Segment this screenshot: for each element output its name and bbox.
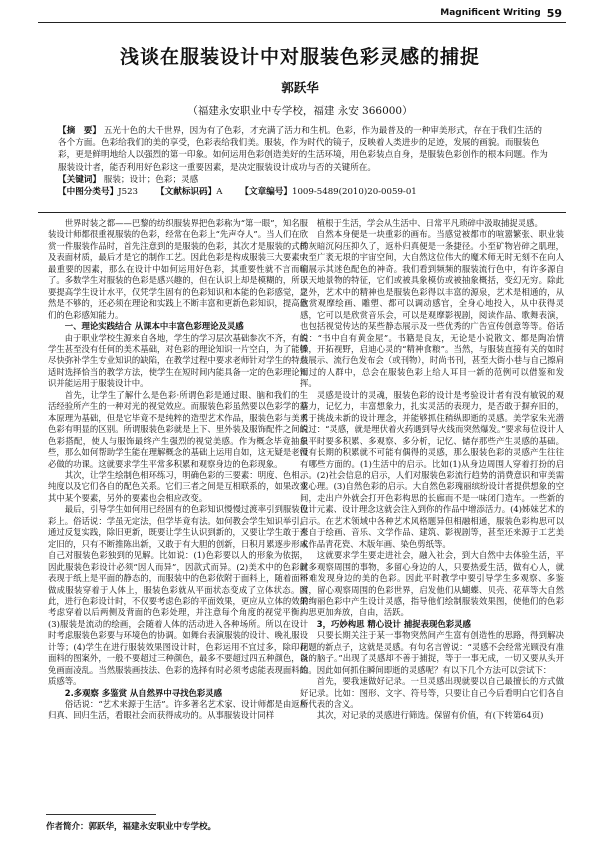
clc-value: J523 — [118, 187, 139, 198]
body-paragraph: 最后，引导学生如何用已经固有的色彩知识慢慢过渡率引到服装色彩上。俗话说：学虽无定法，但学毕竟有法。如何教会学生知识举引，通过反复实践，除旧更新，既要让学生认识到新的，又要让学生敢于否定旧的，只有不断推陈出新，又敢于有大胆的创新，日积月累逐步形成自己对服装色彩独到的见解。比如说：(1)色彩要以人的形象为依据，因此服装色彩设计必须“因人而异”，因款式而异。(2)美术中的色彩就表现于纸上是平面的静态的，而服装中的色彩依附于面料上，随着面料做成服装穿着于人体上，服装色彩就从平面状态变成了立体状态。因此，进行色彩设计时，不仅要考虑色彩的平面效果，更应从立体的效果考虑穿着以后两侧及背面的色彩处理，并注意每个角度的视觉平衡。(3)服装是流动的绘画，会随着人体的活动进入各种场所。所以在设计时考虑服装色彩要与环境色的协调。如舞台表演服装的设计、晚礼服设计等；(4)学生在进行服装效果图设计时，色彩运用不宜过多，除印花面料的图案外，一般不要超过三种颜色，最多不要超过四五种颜色，以免画面凌乱。当然服装画技法、色彩的选择有时必须考虑能表现面料的质感等。 — [48, 504, 308, 687]
body-paragraph: 灵感是设计的灵魂，服装色彩的设计是考验设计者有没有敏锐的观察力，记忆力，丰富想象力，扎实灵活的表现力，是否敢于摒弃旧的，勇于挑战未新的设计理念，并能够抓住稍纵即逝的灵感。美学家朱光潜说过：“灵感，就是埋伏着火药遇到导火线而突然爆发。”要求每位设计人员平时要多积累、多观察、多分析，记忆、储存那些产生灵感的基础。没有长期的积累就不可能有偶得的灵感，那么服装色彩的灵感产生往往有哪些方面的。(1)生活中的启示。比如(1)从身边周围人穿着打扮的启示。(2)社会信息的启示，人们对服装色彩流行趋势的消费意识和审美需求心理。(3)自然色彩的启示。大自然色彩瑰丽缤纷设计者提供想象的空间，走出户外就会打开色彩构思的长廊而不是一味闭门造车。一些新的设计元素、设计理念这就会注入到你的作品中增添活力。(4)姊妹艺术的启示。在艺术领域中各种艺术风格题异但相融相通，服装色彩构思可以来自于绘画、音乐、文学作品、建筑、影视剧等，甚至还来源于工艺美术作品青花瓷、木版年画、染色剪纸等。 — [300, 389, 564, 549]
author-name: 郭跃华 — [281, 80, 319, 95]
article-id-label: 【文章编号】 — [240, 187, 292, 198]
abstract-block — [58, 125, 548, 198]
left-column — [48, 218, 308, 722]
section-heading: 2.多观察 多鉴赏 从自然界中寻找色彩灵感 — [64, 687, 223, 698]
classification-row — [58, 186, 548, 198]
body-paragraph: 俗话说：“艺术来源于生活”。许多著名艺术家、设计师都是由返朴归真、回归生活，看眼社会而获得成功的。从事服装设计同样 — [48, 699, 308, 721]
affiliation: （福建永安职业中专学校，福建 永安 366000） — [187, 105, 413, 117]
body-paragraph: 首先，要我速做好记录。一旦灵感出现就要以自己最擅长的方式做好记录。比如：图形、文字、符号等，只要让自己今后看明白它们各自所代表的含义。 — [300, 676, 564, 710]
body-paragraph: 由于职业学校生源来自各地，学生的学习层次基础参次不齐，有的学生甚至没有任何的美术基础，对色彩的理论知识一片空白，为了能够尽快弥补学生专业知识的缺陷，在教学过程中要求老师针对学生的特点适时选择恰当的教学方法，使学生在短时间内能具备一定的色彩理论知识并能运用于服装设计中。 — [48, 332, 308, 389]
abstract-rule — [38, 212, 566, 213]
section-heading: 一、理论实践结合 从课本中丰富色彩理论及灵感 — [64, 321, 244, 332]
body-paragraph: 自然本身便是一块重彩的画布。当感觉被都市的喧嚣繁张、职业装的灰暗沉闷压抑久了，返朴归真便是一条捷径。小至矿物岩碎之肌理，大至广袤无垠的宇宙空间，大自然这位伟大的魔术师无时无刻不在向人们展示其迷色配色的神奇。我们看到频频的服装流行色中，有许多源自于天地景物的特征，它们或被具象模仿或被抽象概括，变幻无穷。除此之外，艺术中的精神也是服装色彩得以丰富的源泉，艺术是相通的，从欣赏观摩绘画、雕塑、都可以调动感官，全身心地投入，从中获得灵感，它可以是欣赏音乐会，可以是观摩影视剧，阅读作品、歌舞表演，也包括视觉传达的某些静态展示及一些优秀的广告宣传创意等等。俗话说：“书中自有黄金屋”。书籍是良友，无论是小说散文、都是陶冶情操，开拓视野，启迪心灵的“精神食粮”。当然，与服装直接有关的如时装展示、流行色发布会（或刊物），时尚书刊，甚至大街小巷与自己擦肩而过的人群中，总会在服装色彩上给人耳目一新的范例可以借鉴和发挥。 — [300, 229, 564, 389]
footnote-rule — [46, 814, 156, 815]
right-column — [300, 218, 564, 722]
body-paragraph: 植根于生活，学会从生活中、日常平凡琐碎中汲取捕捉灵感。 — [316, 218, 543, 228]
code-label: 【文献标识码】 — [156, 187, 217, 198]
code-value: A — [216, 187, 223, 198]
body-paragraph: 首先，让学生了解什么是色彩·所谓色彩是通过眼、脑和我们的生活经验所产生的一种对光的视觉效应。而服装色彩虽然要以色彩学的基本原理为基础，但是它毕竟不是纯粹的造型艺术作品，服装色彩与美术色彩有明显的区别。所谓服装色彩就是上下、里外装及服饰配件之间的色彩搭配，使人与服饰最终产生强烈的视觉美感。作为概念毕竟抽象些，那么如何帮助学生能在理解概念的基础上运用自如，这无疑是老师必做的功课。这就要求学生平常多积累和观察身边的色彩现象。 — [48, 389, 308, 469]
header-rule — [38, 22, 566, 23]
keywords — [58, 174, 548, 186]
section-heading: 3，巧妙构思 精心设计 捕捉表现色彩灵感 — [316, 618, 471, 629]
author-footnote: 作者简介：郭跃华，福建永安职业中专学校。 — [46, 822, 217, 832]
running-head — [440, 6, 562, 20]
body-paragraph: 世界时装之都——巴黎的纺织服装界把色彩称为“第一眼”，知名服装设计师都很重视服装的色彩，经常在色彩上“先声夺人”。当人们在欣赏一件服装作品时，首先注意到的是服装的色彩，其次才是服装的式样及表面材质，最后才是它的制作工艺。因此色彩是构成服装三大要素中最重要的因素，那么在设计中如何运用好色彩，其重要性就不言而喻了。多数学生对服装的色彩是感兴趣的，但在认识上却是模糊的，所以要提高学生设计水平，仅凭学生固有的色彩知识和本能的色彩感觉，显然是不够的，还必须在理论和实践上不断丰富和更新色彩知识，提高他们的色彩感知能力。 — [48, 218, 308, 320]
keywords-text: 服装；设计；色彩；灵感 — [103, 174, 199, 185]
clc-label: 【中图分类号】 — [58, 187, 119, 198]
abstract-label: 【摘 要】 — [58, 126, 101, 136]
abstract — [58, 125, 548, 174]
paper-title: 浅谈在服装设计中对服装色彩灵感的捕捉 — [119, 46, 480, 68]
article-id-value: 1009-5489(2010)20-0059-01 — [292, 187, 417, 198]
keywords-label: 【关键词】 — [58, 174, 101, 185]
body-paragraph: 这就要求学生要走进社会，融入社会，到大自然中去体验生活，平时多观察周围的事物，多留心身边的人，只要热爱生活，做有心人，就不难发现身边的美的色彩。因此平时教学中要引导学生多观察、多鉴赏，留心观察周围的色彩世界，启发他们从蝴蝶、贝壳、花草等大自然的绚丽色彩中产生设计灵感，指导他们绘制服装效果图，使他们的色彩构思更加奔放，自由，活跃。 — [300, 550, 564, 618]
body-paragraph: 其次，让学生绘制色相环练习，明确色彩的三要素：明度、色相、纯度以及它们各自的配色关系。它们三者之间是互相联系的，如果改变其中某个要素，另外的要素也会相应改变。 — [48, 469, 308, 503]
abstract-text: 五光十色的大千世界，因为有了色彩，才充满了活力和生机。色彩，作为最普及的一种审美形式，存在于我们生活的各个方面。色彩给我们的美的享受，色彩表给我们美。服装，作为时代的镜子，反映着人类进步的足迹，发展的画貌。而服装色彩，更是鲜明地给人以强烈的第一印象。如何运用色彩创造美好的生活环境，用色彩装点自身，是服装色彩创作的根本问题。作为服装设计者，能否利用好色彩这一重要因素，是决定服装设计成功与否的关键所在。 — [58, 126, 548, 173]
journal-name: Magnificent Writing — [440, 8, 541, 18]
page-number: 59 — [546, 6, 562, 20]
body-paragraph: 其次，对记录的灵感进行筛选。保留有价值，有(下转第64页) — [316, 710, 544, 721]
body-paragraph: 只要长期关注于某一事物突然间产生富有创造性的思路，得到解决问题的新点子，这就是灵感。有句名言曾说：“灵感不会经常光顾没有准备的脑子。”出现了灵感却不善于捕捉，等于一事无成，一切又要从头开始。因此如何抓住瞬间即逝的灵感呢？有以下几个方法可以尝试下： — [300, 630, 564, 675]
